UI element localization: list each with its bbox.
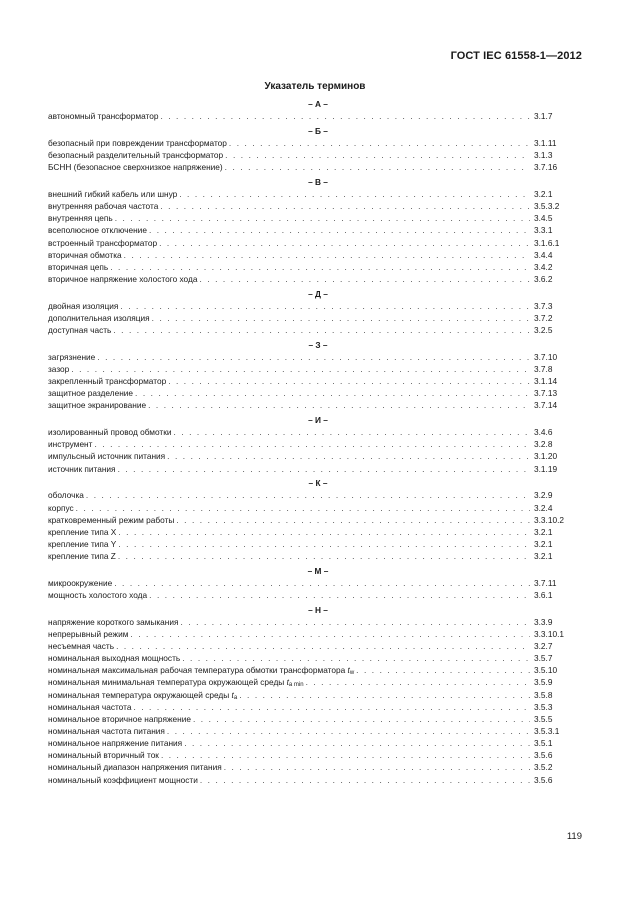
dot-leader (118, 463, 530, 475)
clause-reference: 3.7.3 (534, 300, 553, 311)
index-entry (48, 676, 588, 688)
index-entry (48, 200, 588, 212)
index-entry (48, 110, 588, 122)
term-text: источник питания (48, 463, 116, 474)
clause-reference: 3.5.6 (534, 750, 553, 761)
term-text: крепление типа Y (48, 538, 117, 549)
dot-leader (239, 689, 530, 701)
term-symbol: t (347, 665, 350, 676)
term-text: номинальное вторичное напряжение (48, 713, 191, 724)
dot-leader (149, 224, 530, 236)
index-entry (48, 463, 588, 475)
dot-leader (114, 577, 530, 589)
index-entry (48, 526, 588, 538)
term-text: номинальная температура окружающей среды $t_a$ (48, 689, 238, 701)
clause-reference: 3.5.9 (534, 677, 553, 688)
clause-reference: 3.5.7 (534, 653, 553, 664)
clause-reference: 3.1.14 (534, 376, 558, 387)
clause-reference: 3.7.13 (534, 388, 558, 399)
index-entry (48, 616, 588, 628)
dot-leader (225, 161, 530, 173)
index-entry (48, 149, 588, 161)
dot-leader (193, 713, 530, 725)
section-letter: – З – (308, 339, 328, 350)
index-entry (48, 273, 588, 285)
dot-leader (181, 616, 530, 628)
dot-leader (71, 363, 530, 375)
section-letter: – А – (308, 99, 328, 109)
clause-reference: 3.7.14 (534, 400, 558, 411)
dot-leader (167, 725, 530, 737)
term-text: доступная часть (48, 325, 112, 336)
term-text: загрязнение (48, 351, 96, 362)
clause-reference: 3.2.7 (534, 641, 553, 652)
term-text: двойная изоляция (48, 300, 119, 311)
index-entry (48, 237, 588, 249)
term-text: номинальный вторичный ток (48, 750, 159, 761)
clause-reference: 3.2.8 (534, 439, 553, 450)
dot-leader (179, 188, 530, 200)
dot-leader (86, 489, 530, 501)
index-entry (48, 363, 588, 375)
dot-leader (200, 774, 530, 786)
clause-reference: 3.1.11 (534, 137, 557, 148)
index-entry (48, 249, 588, 261)
clause-reference: 3.2.4 (534, 502, 553, 513)
index-entry (48, 224, 588, 236)
term-text: вторичная цепь (48, 261, 109, 272)
dot-leader (176, 514, 530, 526)
dot-leader (184, 737, 530, 749)
clause-reference: 3.7.8 (534, 363, 553, 374)
index-entry (48, 701, 588, 713)
clause-reference: 3.3.9 (534, 616, 553, 627)
dot-leader (135, 387, 530, 399)
dot-leader (76, 502, 530, 514)
index-entry (48, 450, 588, 462)
term-text: вторичное напряжение холостого хода (48, 273, 198, 284)
dot-leader (159, 237, 530, 249)
term-text: крепление типа X (48, 526, 117, 537)
dot-leader (199, 273, 530, 285)
dot-leader (148, 399, 530, 411)
term-text: номинальный коэффициент мощности (48, 774, 198, 785)
dot-leader (118, 538, 530, 550)
index-entry (48, 514, 588, 526)
index-entry (48, 652, 588, 664)
clause-reference: 3.4.6 (534, 427, 553, 438)
clause-reference: 3.5.2 (534, 762, 553, 773)
clause-reference: 3.4.5 (534, 213, 553, 224)
clause-reference: 3.5.3.2 (534, 201, 560, 212)
index-entry (48, 399, 588, 411)
section-letter: – Н – (308, 604, 328, 615)
section-letter: – Д – (308, 288, 328, 299)
term-text: номинальная частота питания (48, 726, 165, 737)
dot-leader (168, 375, 530, 387)
index-entry (48, 502, 588, 514)
term-text: встроенный трансформатор (48, 237, 158, 248)
term-index (48, 98, 588, 786)
index-entry (48, 664, 588, 676)
dot-leader (173, 426, 530, 438)
term-text: номинальная частота (48, 701, 132, 712)
dot-leader (160, 110, 530, 122)
section-letter: – И – (308, 415, 328, 426)
dot-leader (97, 351, 530, 363)
dot-leader (118, 526, 530, 538)
clause-reference: 3.2.9 (534, 490, 553, 501)
clause-reference: 3.7.16 (534, 162, 558, 173)
index-entry (48, 550, 588, 562)
dot-leader (161, 749, 530, 761)
dot-leader (124, 249, 530, 261)
dot-leader (229, 137, 530, 149)
term-text: номинальная максимальная рабочая температура обмотки трансформатора $t_w$ (48, 665, 355, 677)
index-entry (48, 375, 588, 387)
dot-leader (133, 701, 530, 713)
index-title: Указатель терминов (264, 81, 366, 92)
dot-leader (116, 640, 530, 652)
term-text: защитное разделение (48, 388, 134, 399)
index-entry (48, 188, 588, 200)
dot-leader (306, 676, 530, 688)
term-subscript: a min (288, 682, 304, 689)
term-subscript: w (349, 670, 355, 677)
dot-leader (118, 550, 530, 562)
clause-reference: 3.1.3 (534, 150, 553, 161)
index-entry (48, 137, 588, 149)
term-text: номинальная минимальная температура окружающей среды $t_{a min}$ (48, 677, 304, 689)
clause-reference: 3.1.20 (534, 451, 558, 462)
clause-reference: 3.4.4 (534, 249, 553, 260)
dot-leader (94, 438, 530, 450)
index-entry (48, 212, 588, 224)
section-letter: – М – (307, 565, 329, 576)
dot-leader (149, 589, 530, 601)
dot-leader (152, 312, 530, 324)
section-letter: – К – (308, 478, 328, 489)
term-text: напряжение короткого замыкания (48, 616, 179, 627)
term-text: непрерывный режим (48, 628, 129, 639)
clause-reference: 3.3.10.1 (534, 628, 564, 639)
index-entry (48, 324, 588, 336)
term-text: автономный трансформатор (48, 111, 159, 122)
index-entry (48, 689, 588, 701)
index-entry (48, 713, 588, 725)
term-text: безопасный разделительный трансформатор (48, 150, 224, 161)
term-text: номинальное напряжение питания (48, 738, 183, 749)
term-text: внутренняя цепь (48, 213, 113, 224)
term-text: кратковременный режим работы (48, 514, 175, 525)
clause-reference: 3.2.1 (534, 551, 553, 562)
standard-designation: ГОСТ IEC 61558-1—2012 (450, 50, 582, 62)
clause-reference: 3.7.11 (534, 577, 557, 588)
term-text: всеполюсное отключение (48, 225, 147, 236)
index-entry (48, 774, 588, 786)
term-text: корпус (48, 502, 74, 513)
clause-reference: 3.3.1 (534, 225, 553, 236)
term-symbol: t (231, 689, 234, 700)
term-symbol: t (286, 677, 289, 688)
index-entry (48, 161, 588, 173)
dot-leader (110, 261, 530, 273)
term-text: изолированный провод обмотки (48, 427, 172, 438)
clause-reference: 3.7.10 (534, 351, 558, 362)
term-text: оболочка (48, 490, 84, 501)
index-entry (48, 725, 588, 737)
section-letter: – Б – (308, 125, 328, 136)
index-entry (48, 312, 588, 324)
index-entry (48, 351, 588, 363)
clause-reference: 3.1.7 (534, 111, 553, 122)
clause-reference: 3.2.1 (534, 538, 553, 549)
term-text: импульсный источник питания (48, 451, 166, 462)
clause-reference: 3.1.6.1 (534, 237, 560, 248)
term-text: БСНН (безопасное сверхнизкое напряжение) (48, 162, 223, 173)
term-text: защитное экранирование (48, 400, 147, 411)
term-text: дополнительная изоляция (48, 312, 150, 323)
clause-reference: 3.3.10.2 (534, 514, 564, 525)
dot-leader (115, 212, 530, 224)
dot-leader (356, 664, 530, 676)
index-entry (48, 387, 588, 399)
dot-leader (224, 761, 530, 773)
clause-reference: 3.5.3.1 (534, 726, 560, 737)
term-text: крепление типа Z (48, 551, 116, 562)
dot-leader (130, 628, 530, 640)
index-entry (48, 737, 588, 749)
dot-leader (160, 200, 530, 212)
clause-reference: 3.6.2 (534, 273, 553, 284)
clause-reference: 3.4.2 (534, 261, 553, 272)
index-entry (48, 577, 588, 589)
clause-reference: 3.5.10 (534, 665, 558, 676)
term-text: мощность холостого хода (48, 589, 148, 600)
term-text: микроокружение (48, 577, 113, 588)
index-entry (48, 589, 588, 601)
term-text: инструмент (48, 439, 93, 450)
dot-leader (167, 450, 530, 462)
section-letter: – В – (308, 176, 328, 187)
dot-leader (225, 149, 530, 161)
index-entry (48, 628, 588, 640)
term-text: несъемная часть (48, 641, 115, 652)
clause-reference: 3.6.1 (534, 589, 553, 600)
clause-reference: 3.2.1 (534, 526, 553, 537)
index-entry (48, 538, 588, 550)
term-text: внутренняя рабочая частота (48, 201, 159, 212)
dot-leader (120, 300, 530, 312)
index-entry (48, 438, 588, 450)
clause-reference: 3.7.2 (534, 312, 553, 323)
index-entry (48, 749, 588, 761)
dot-leader (182, 652, 530, 664)
index-entry (48, 300, 588, 312)
clause-reference: 3.5.1 (534, 738, 553, 749)
index-entry (48, 489, 588, 501)
clause-reference: 3.1.19 (534, 463, 558, 474)
page-number: 119 (566, 831, 582, 842)
clause-reference: 3.2.5 (534, 325, 553, 336)
term-text: внешний гибкий кабель или шнур (48, 188, 178, 199)
clause-reference: 3.2.1 (534, 188, 553, 199)
term-text: вторичная обмотка (48, 249, 122, 260)
term-subscript: a (233, 694, 238, 701)
term-text: номинальная выходная мощность (48, 653, 181, 664)
term-text: закрепленный трансформатор (48, 376, 167, 387)
term-text: безопасный при повреждении трансформатор (48, 137, 227, 148)
index-entry (48, 426, 588, 438)
clause-reference: 3.5.5 (534, 713, 553, 724)
clause-reference: 3.5.3 (534, 701, 553, 712)
index-entry (48, 761, 588, 773)
term-text: номинальный диапазон напряжения питания (48, 762, 222, 773)
dot-leader (113, 324, 530, 336)
term-text: зазор (48, 363, 70, 374)
clause-reference: 3.5.8 (534, 689, 553, 700)
clause-reference: 3.5.6 (534, 774, 553, 785)
index-entry (48, 640, 588, 652)
index-entry (48, 261, 588, 273)
